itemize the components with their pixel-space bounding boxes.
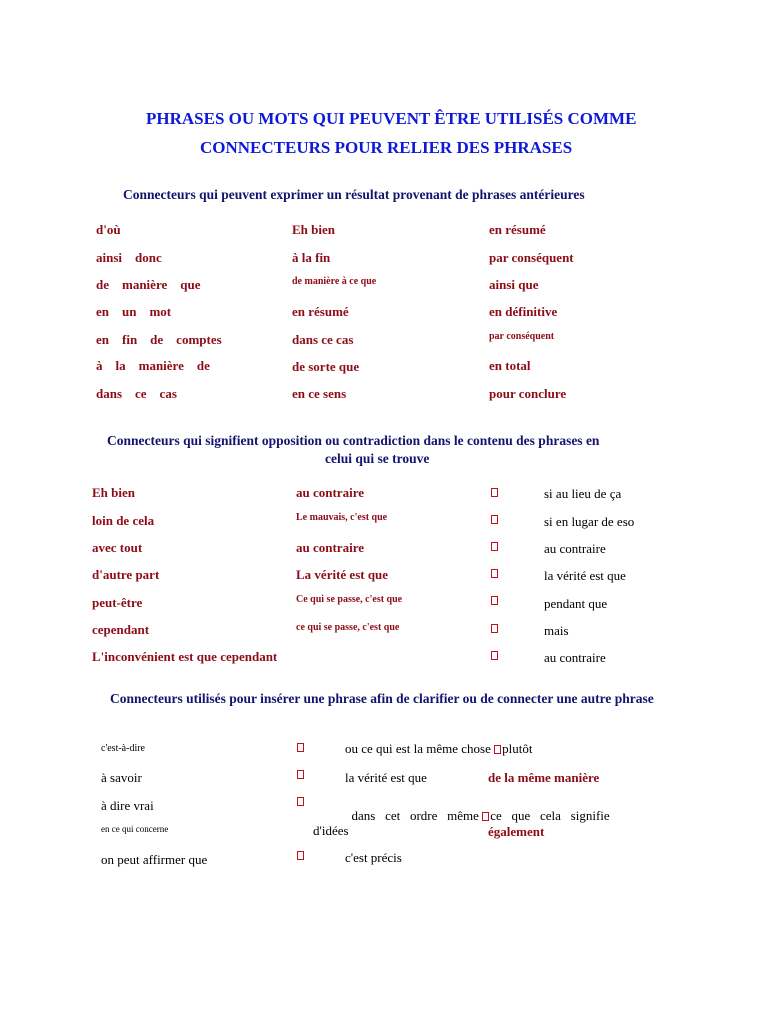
s2-col2-item: Ce qui se passe, c'est que (296, 594, 403, 605)
s2-col1-item: d'autre part (92, 567, 160, 582)
placeholder-box-icon (491, 569, 498, 578)
s3-col1-item: en ce qui concerne (101, 824, 169, 834)
s1-col1-item: d'où (96, 222, 121, 237)
s1-col2-item: de sorte que (292, 359, 360, 374)
s2-col3-item: la vérité est que (544, 568, 626, 583)
placeholder-box-icon (494, 745, 501, 754)
s3-col2-text: dans cet ordre même (351, 808, 479, 823)
placeholder-box-icon (491, 624, 498, 633)
s2-col1-item: loin de cela (92, 513, 155, 528)
s2-col2-item: La vérité est que (296, 567, 389, 582)
placeholder-box-icon (297, 797, 304, 806)
document-title-line-1: PHRASES OU MOTS QUI PEUVENT ÊTRE UTILISÉS COMME (146, 109, 637, 128)
s2-col1-item: peut-être (92, 595, 143, 610)
s1-col2-item: Eh bien (292, 222, 335, 237)
placeholder-box-icon (297, 851, 304, 860)
s1-col3-item: pour conclure (489, 386, 567, 401)
s3-col2-item: c'est précis (345, 850, 402, 865)
s1-col3-item: par conséquent (489, 250, 574, 265)
s2-col1-item: cependant (92, 622, 150, 637)
s1-col1-item: en un mot (96, 304, 172, 319)
placeholder-box-icon (297, 770, 304, 779)
s2-col2-item: Le mauvais, c'est que (296, 512, 388, 523)
s2-col3-item: si en lugar de eso (544, 514, 635, 529)
s3-col1-item: on peut affirmer que (101, 852, 208, 867)
s1-col2-item: de manière à ce que (292, 276, 377, 287)
s1-col3-item: en résumé (489, 222, 546, 237)
s2-col3-item: pendant que (544, 596, 608, 611)
placeholder-box-icon (491, 542, 498, 551)
s3-col1-item: c'est-à-dire (101, 743, 145, 754)
s3-col2-text: plutôt (502, 741, 533, 756)
s1-col1-item: de manière que (96, 277, 201, 292)
s1-col2-item: dans ce cas (292, 332, 354, 347)
s1-col1-item: ainsi donc (96, 250, 162, 265)
s2-col3-item: si au lieu de ça (544, 486, 622, 501)
section-2-heading-line-1: Connecteurs qui signifient opposition ou contradiction dans le contenu des phrases en (107, 433, 600, 448)
s1-col3-item: en définitive (489, 304, 558, 319)
s2-col1-item: avec tout (92, 540, 143, 555)
s3-col3-item: également (488, 824, 545, 839)
s1-col2-item: à la fin (292, 250, 331, 265)
s3-col2-text: ce que cela signifie (490, 808, 610, 823)
section-1-heading: Connecteurs qui peuvent exprimer un résultat provenant de phrases antérieures (123, 187, 585, 202)
s3-col2-text: ou ce qui est la même chose (345, 741, 491, 756)
s1-col1-item: dans ce cas (96, 386, 177, 401)
s3-col1-item: à savoir (101, 770, 142, 785)
placeholder-box-icon (482, 812, 489, 821)
s1-col1-item: en fin de comptes (96, 332, 222, 347)
s1-col3-item: par conséquent (489, 331, 555, 342)
s1-col2-item: en ce sens (292, 386, 347, 401)
s1-col3-item: en total (489, 358, 531, 373)
placeholder-box-icon (491, 488, 498, 497)
s3-col2-item: d'idées (313, 823, 349, 838)
s3-col1-item: à dire vrai (101, 798, 154, 813)
s2-col2-item: au contraire (296, 485, 364, 500)
s2-col1-item: Eh bien (92, 485, 135, 500)
s3-col2-item: la vérité est que (345, 770, 427, 785)
s2-col3-item: au contraire (544, 541, 606, 556)
s2-col3-item: au contraire (544, 650, 606, 665)
s2-col2-item: ce qui se passe, c'est que (296, 622, 400, 633)
s3-col3-item: de la même manière (488, 770, 600, 785)
section-3-heading: Connecteurs utilisés pour insérer une phrase afin de clarifier ou de connecter une autre phrase (110, 691, 654, 706)
document-title-line-2: CONNECTEURS POUR RELIER DES PHRASES (200, 138, 573, 157)
s1-col1-item: à la manière de (96, 358, 210, 373)
s1-col3-item: ainsi que (489, 277, 539, 292)
placeholder-box-icon (491, 515, 498, 524)
placeholder-box-icon (491, 596, 498, 605)
placeholder-box-icon (297, 743, 304, 752)
s2-col1-item: L'inconvénient est que cependant (92, 649, 278, 664)
placeholder-box-icon (491, 651, 498, 660)
s2-col2-item: au contraire (296, 540, 364, 555)
s3-col2-item (345, 796, 610, 822)
s2-col3-item: mais (544, 623, 569, 638)
section-2-heading-line-2: celui qui se trouve (325, 451, 430, 466)
s3-col2-item (345, 742, 532, 755)
s1-col2-item: en résumé (292, 304, 349, 319)
